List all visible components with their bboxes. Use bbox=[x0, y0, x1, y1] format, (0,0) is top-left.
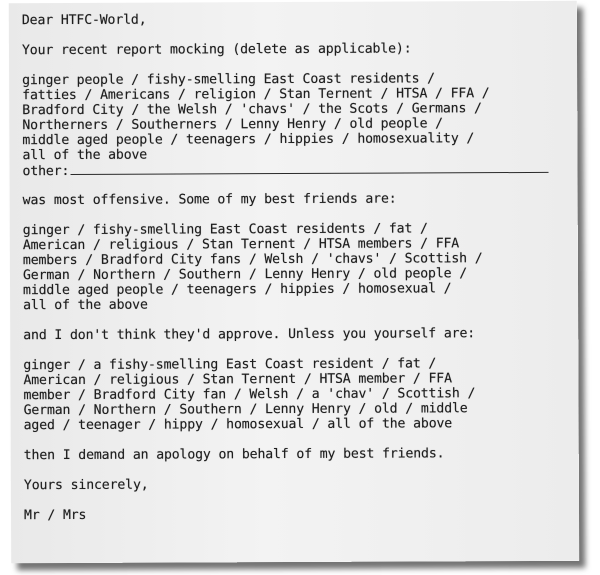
friends-line: American / religious / Stan Ternent / HTSA members / FFA bbox=[22, 236, 460, 254]
yourself-line: ginger / a fishy-smelling East Coast resident / fat / bbox=[23, 356, 437, 374]
topics-line: Bradford City / the Welsh / 'chavs' / the Scots / Germans / bbox=[22, 101, 482, 119]
signature: Mr / Mrs bbox=[23, 507, 87, 524]
yourself-line: German / Northern / Southern / Lenny Henry / old / middle bbox=[23, 401, 468, 419]
topics-line: ginger people / fishy-smelling East Coast residents / bbox=[22, 71, 436, 89]
friends-line: middle aged people / teenagers / hippies / homosexual / bbox=[23, 281, 452, 299]
other-line bbox=[22, 161, 548, 178]
friends-line: ginger / fishy-smelling East Coast residents / fat / bbox=[22, 221, 428, 239]
intro-line: Your recent report mocking (delete as applicable): bbox=[21, 41, 412, 59]
demand-line: then I demand an apology on behalf of my best friends. bbox=[23, 446, 445, 464]
letter-paper bbox=[9, 1, 579, 563]
yourself-line: American / religious / Stan Ternent / HTSA member / FFA bbox=[23, 371, 452, 389]
friends-line: all of the above bbox=[23, 297, 148, 314]
topics-line: all of the above bbox=[22, 147, 148, 164]
topics-line: Northerners / Southerners / Lenny Henry / old people / bbox=[22, 116, 443, 134]
letter-body bbox=[22, 11, 550, 523]
friends-line: members / Bradford City fans / Welsh / 'chavs' / Scottish / bbox=[22, 251, 483, 269]
topics-line: fatties / Americans / religion / Stan Ternent / HTSA / FFA / bbox=[22, 86, 490, 104]
yourself-line: member / Bradford City fan / Welsh / a 'chav' / Scottish / bbox=[23, 386, 476, 404]
yourself-line: aged / teenager / hippy / homosexual / all of the above bbox=[23, 416, 453, 434]
approve-line: and I don't think they'd approve. Unless you yourself are: bbox=[23, 326, 476, 344]
closing: Yours sincerely, bbox=[23, 477, 149, 494]
greeting: Dear HTFC-World, bbox=[21, 12, 147, 29]
other-label: other: bbox=[22, 163, 70, 180]
other-blank-field[interactable] bbox=[70, 161, 548, 175]
offensive-line: was most offensive. Some of my best friends are: bbox=[22, 191, 397, 209]
topics-line: middle aged people / teenagers / hippies / homosexuality / bbox=[22, 131, 475, 149]
friends-line: German / Northern / Southern / Lenny Henry / old people / bbox=[22, 266, 468, 284]
